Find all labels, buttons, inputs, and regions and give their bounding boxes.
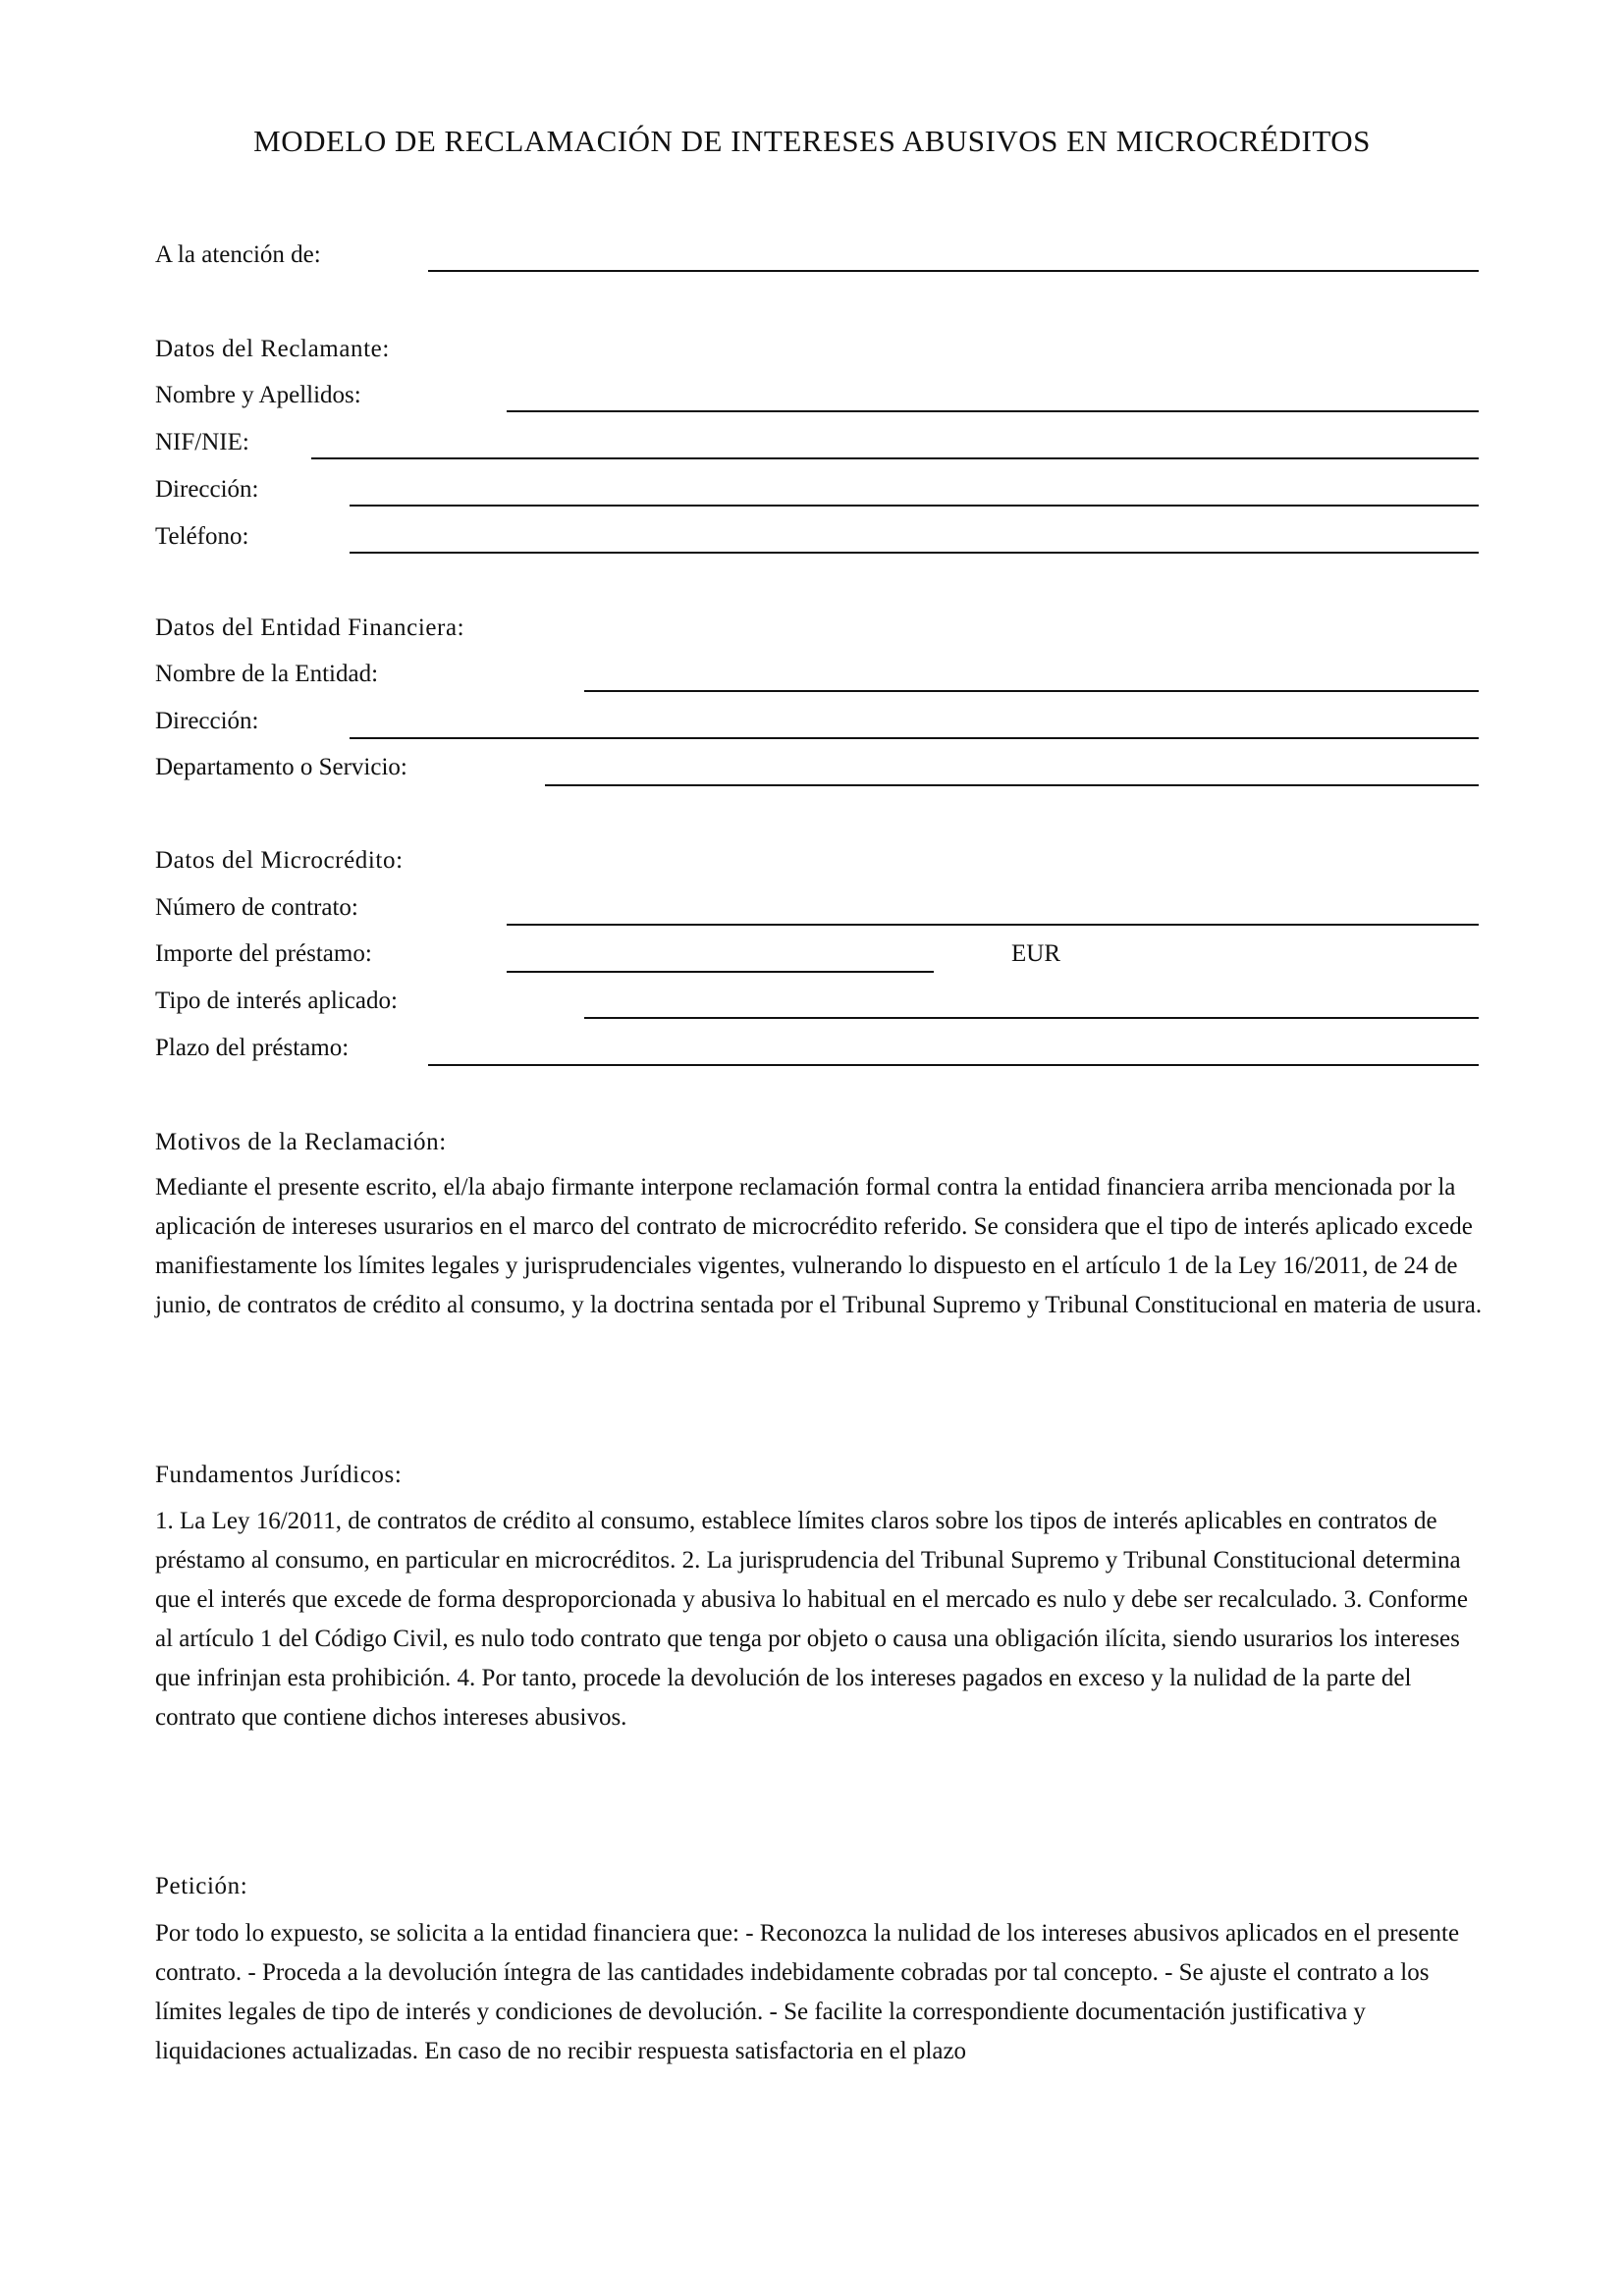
document-title: MODELO DE RECLAMACIÓN DE INTERESES ABUSIVOS EN MICROCRÉDITOS xyxy=(253,124,1371,158)
petition-text: Por todo lo expuesto, se solicita a la entidad financiera que: - Reconozca la nulidad de los intereses abusivos aplicados en el presente contrato. - Proceda a la devolución íntegra de las cantidades indebidamente cobradas por tal concepto. - Se ajuste el contrato a los límites legales de tipo de interés y condiciones de devolución. - Se facilite la correspondiente documentación justificativa y liquidaciones actualizadas. En caso de no recibir respuesta satisfactoria en el plazo xyxy=(155,1920,1460,2064)
entity-heading: Datos del Entidad Financiera: xyxy=(155,614,465,641)
entity-department-field[interactable] xyxy=(545,784,1479,786)
reasons-text: Mediante el presente escrito, el/la abajo firmante interpone reclamación formal contra la entidad financiera arriba mencionada por la aplicación de intereses usurarios en el marco del contrato de microcrédito referido. Se considera que el tipo de interés aplicado excede manifiestamente los límites legales y jurisprudenciales vigentes, vulnerando lo dispuesto en el artículo 1 de la Ley 16/2011, de 24 de junio, de contratos de crédito al consumo, y la doctrina sentada por el Tribunal Supremo y Tribunal Constitucional en materia de usura. xyxy=(155,1174,1483,1318)
entity-name-label: Nombre de la Entidad: xyxy=(155,661,379,687)
attention-field[interactable] xyxy=(428,270,1479,272)
attention-label: A la atención de: xyxy=(155,241,321,268)
entity-address-field[interactable] xyxy=(350,737,1479,739)
loan-amount-unit: EUR xyxy=(1011,940,1060,967)
claimant-nif-label: NIF/NIE: xyxy=(155,429,249,455)
claimant-heading: Datos del Reclamante: xyxy=(155,336,390,362)
loan-rate-field[interactable] xyxy=(584,1017,1479,1019)
loan-term-field[interactable] xyxy=(428,1064,1479,1066)
legal-heading: Fundamentos Jurídicos: xyxy=(155,1462,403,1488)
loan-contract-field[interactable] xyxy=(507,924,1479,926)
loan-contract-label: Número de contrato: xyxy=(155,894,358,921)
claimant-address-field[interactable] xyxy=(350,505,1479,507)
legal-text: 1. La Ley 16/2011, de contratos de crédito al consumo, establece límites claros sobre los tipos de interés aplicables en contratos de préstamo al consumo, en particular en microcréditos. 2. La jurisprudencia del Tribunal Supremo y Tribunal Constitucional determina que el interés que excede de forma desproporcionada y abusiva lo habitual en el mercado es nulo y debe ser recalculado. 3. Conforme al artículo 1 del Código Civil, es nulo todo contrato que tenga por objeto o causa una obligación ilícita, siendo usurarios los intereses que infrinjan esta prohibición. 4. Por tanto, procede la devolución de los intereses pagados en exceso y la nulidad de la parte del contrato que contiene dichos intereses abusivos. xyxy=(155,1508,1468,1731)
entity-department-label: Departamento o Servicio: xyxy=(155,754,407,780)
claimant-name-field[interactable] xyxy=(507,410,1479,412)
loan-amount-field[interactable] xyxy=(507,971,934,973)
claimant-nif-field[interactable] xyxy=(311,457,1479,459)
claimant-name-label: Nombre y Apellidos: xyxy=(155,382,361,408)
claimant-phone-field[interactable] xyxy=(350,552,1479,554)
loan-rate-label: Tipo de interés aplicado: xyxy=(155,988,398,1014)
loan-heading: Datos del Microcrédito: xyxy=(155,847,404,874)
loan-amount-label: Importe del préstamo: xyxy=(155,940,372,967)
entity-name-field[interactable] xyxy=(584,690,1479,692)
reasons-heading: Motivos de la Reclamación: xyxy=(155,1129,447,1155)
claimant-address-label: Dirección: xyxy=(155,476,259,503)
entity-address-label: Dirección: xyxy=(155,708,259,734)
petition-heading: Petición: xyxy=(155,1873,248,1899)
claimant-phone-label: Teléfono: xyxy=(155,523,249,550)
loan-term-label: Plazo del préstamo: xyxy=(155,1035,350,1061)
